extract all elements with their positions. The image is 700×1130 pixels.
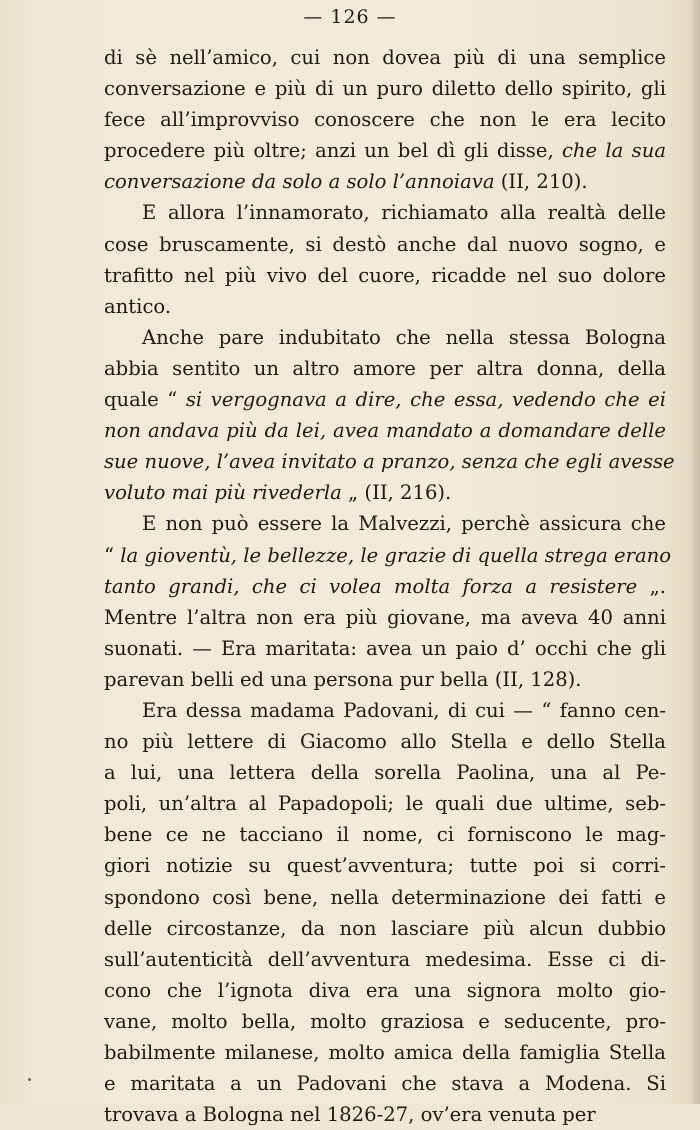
text-run: conversazione e più di un puro diletto dello spirito, gli xyxy=(104,77,666,101)
italic-run: voluto mai più rivederla xyxy=(104,481,342,505)
text-run: parevan belli ed una persona pur bella (II, 128). xyxy=(104,667,582,691)
text-line xyxy=(104,197,666,228)
text-line xyxy=(104,726,666,757)
text-line xyxy=(104,415,666,446)
text-line xyxy=(104,508,666,539)
text-line xyxy=(104,477,666,508)
text-line xyxy=(104,850,666,881)
text-line xyxy=(104,757,666,788)
paragraph xyxy=(104,197,666,321)
text-line xyxy=(104,882,666,913)
text-run: „ (II, 216). xyxy=(341,481,452,505)
text-line xyxy=(104,1068,666,1099)
text-run: quale “ xyxy=(104,388,186,412)
text-line xyxy=(104,42,666,73)
text-run: “ xyxy=(104,543,121,567)
text-line xyxy=(104,166,666,197)
text-line xyxy=(104,322,666,353)
text-run: spondono così bene, nella determinazione dei fatti e xyxy=(104,885,666,909)
text-line xyxy=(104,446,675,477)
text-run: suonati. — Era maritata: avea un paio d’ occhi che gli xyxy=(104,636,666,660)
text-line xyxy=(104,104,666,135)
text-line xyxy=(104,788,666,819)
text-run: procedere più oltre; anzi un bel dì gli disse, xyxy=(104,139,562,163)
text-run: vane, molto bella, molto graziosa e seducente, pro- xyxy=(104,1009,666,1033)
page-number: — 126 — xyxy=(303,6,397,28)
text-line xyxy=(104,819,666,850)
italic-run: conversazione da solo a solo l’annoiava xyxy=(104,170,495,194)
text-run: trafitto nel più vivo del cuore, ricadde nel suo dolore xyxy=(104,263,666,287)
text-run: E non può essere la Malvezzi, perchè assicura che xyxy=(142,512,666,536)
paragraph xyxy=(104,42,666,197)
body-text xyxy=(104,42,675,1130)
text-line xyxy=(104,1006,666,1037)
text-line xyxy=(104,913,666,944)
text-run: no più lettere di Giacomo allo Stella e dello Stella xyxy=(104,730,666,754)
italic-run: sue nuove, l’avea invitato a pranzo, senza che egli avesse xyxy=(104,450,675,474)
page-edge-shadow xyxy=(690,0,700,1104)
text-run: trovava a Bologna nel 1826-27, ov’era venuta per xyxy=(104,1103,596,1127)
italic-run: si vergognava a dire, che essa, vedendo che ei xyxy=(185,388,666,412)
text-run: di sè nell’amico, cui non dovea più di una semplice xyxy=(104,46,666,69)
paragraph xyxy=(104,322,675,509)
text-line xyxy=(104,135,666,166)
text-run: fece all’improvviso conoscere che non le era lecito xyxy=(104,108,666,132)
text-line xyxy=(104,695,666,726)
text-run: bene ce ne tacciano il nome, ci forniscono le mag- xyxy=(104,823,666,847)
text-line xyxy=(104,664,666,695)
text-line xyxy=(104,384,666,415)
text-run: sull’autenticità dell’avventura medesima. Esse ci di- xyxy=(104,947,666,971)
text-line xyxy=(104,260,666,291)
italic-run: la gioventù, le bellezze, le grazie di quella strega erano xyxy=(120,543,672,567)
text-line xyxy=(104,944,666,975)
italic-run: che la sua xyxy=(561,139,666,163)
italic-run: tanto grandi, che ci volea molta forza a resistere xyxy=(104,574,638,598)
text-line xyxy=(104,571,666,602)
text-line xyxy=(104,975,666,1006)
text-run: Anche pare indubitato che nella stessa Bologna xyxy=(142,325,666,349)
text-run: e maritata a un Padovani che stava a Modena. Si xyxy=(104,1072,666,1096)
text-line xyxy=(104,73,666,104)
text-line xyxy=(104,540,672,571)
paragraph xyxy=(104,695,666,1130)
text-run: cose bruscamente, si destò anche dal nuovo sogno, e xyxy=(104,232,666,256)
text-run: giori notizie su quest’avventura; tutte poi si corri- xyxy=(104,854,666,878)
text-run: Mentre l’altra non era più giovane, ma aveva 40 anni xyxy=(104,605,666,629)
paper-speck xyxy=(28,1078,31,1081)
text-run: delle circostanze, da non lasciare più alcun dubbio xyxy=(104,916,666,940)
text-line xyxy=(104,229,666,260)
text-run: (II, 210). xyxy=(494,170,588,194)
italic-run: non andava più da lei, avea mandato a domandare delle xyxy=(104,419,666,443)
text-line xyxy=(104,633,666,664)
text-run: poli, un’altra al Papadopoli; le quali due ultime, seb- xyxy=(104,792,666,816)
text-run: E allora l’innamorato, richiamato alla realtà delle xyxy=(142,201,666,225)
text-line xyxy=(104,291,666,322)
text-run: babilmente milanese, molto amica della famiglia Stella xyxy=(104,1041,666,1064)
text-run: cono che l’ignota diva era una signora molto gio- xyxy=(104,978,666,1002)
text-line xyxy=(104,602,666,633)
text-line xyxy=(104,1037,666,1068)
text-line xyxy=(104,353,666,384)
text-run: antico. xyxy=(104,294,172,318)
paragraph xyxy=(104,508,672,695)
text-run: a lui, una lettera della sorella Paolina, una al Pe- xyxy=(104,761,666,785)
text-run: abbia sentito un altro amore per altra donna, della xyxy=(104,356,666,380)
text-run: Era dessa madama Padovani, di cui — “ fanno cen- xyxy=(142,698,666,722)
text-run: „. xyxy=(637,574,666,598)
